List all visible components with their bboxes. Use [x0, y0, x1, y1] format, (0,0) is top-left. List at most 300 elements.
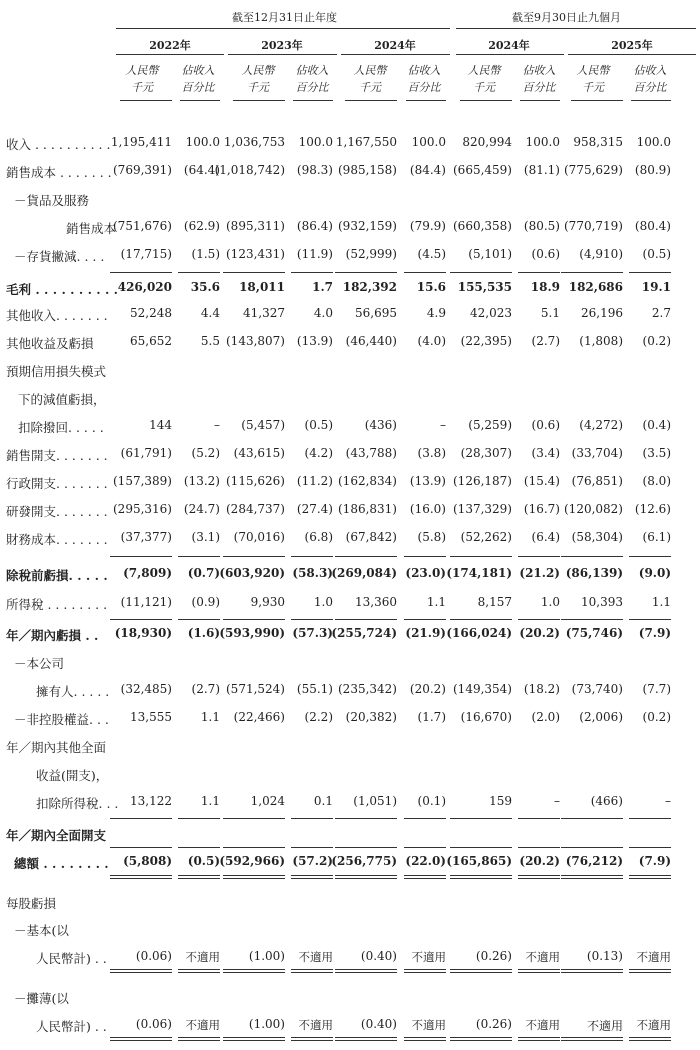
row-value: (165,865) [446, 854, 512, 868]
row-value: 8,157 [477, 595, 512, 609]
row-value: (603,920) [219, 566, 285, 580]
double-rule [178, 1040, 220, 1041]
subtotal-rule [335, 847, 397, 848]
double-rule [291, 875, 333, 876]
row-value: 18,011 [239, 280, 285, 294]
subtotal-rule [178, 272, 220, 273]
double-rule [110, 875, 172, 876]
row-value: (1,051) [353, 794, 397, 808]
row-value: (4.2) [304, 446, 333, 460]
row-value: (11,121) [120, 595, 172, 609]
subtotal-rule [561, 847, 623, 848]
row-label: 毛利 . . . . . . . . . . [6, 282, 119, 297]
row-value: 35.6 [190, 280, 220, 294]
row-value: (2,006) [579, 710, 623, 724]
subtotal-rule [335, 818, 397, 819]
row-label: －攤薄(以 [14, 991, 69, 1006]
row-value: 不適用 [636, 950, 671, 964]
row-label: 除稅前虧損. . . . . [6, 568, 108, 583]
row-label: 銷售成本 . . . . . . . [6, 165, 112, 180]
unit-underline [571, 100, 623, 101]
row-value: 9,930 [250, 595, 285, 609]
row-value: (235,342) [338, 682, 397, 696]
subtotal-rule [110, 619, 172, 620]
subtotal-rule [223, 847, 285, 848]
row-value: (7.7) [642, 682, 671, 696]
row-value: (0.40) [360, 1017, 397, 1031]
double-rule [404, 875, 446, 876]
row-value: (3.4) [531, 446, 560, 460]
row-value: (37,377) [120, 530, 172, 544]
row-value: – [440, 418, 446, 432]
row-value: 100.0 [298, 135, 333, 149]
double-rule [404, 1040, 446, 1041]
row-value: 144 [149, 418, 172, 432]
subtotal-rule [450, 818, 512, 819]
subtotal-rule [518, 272, 560, 273]
row-value: (80.9) [634, 163, 671, 177]
row-value: (0.5) [642, 247, 671, 261]
subtotal-rule [223, 556, 285, 557]
row-value: (80.5) [523, 219, 560, 233]
double-rule [178, 875, 220, 876]
row-label: 收入 . . . . . . . . . . [6, 137, 111, 152]
row-value: (12.6) [634, 502, 671, 516]
double-rule [291, 878, 333, 879]
row-value: (186,831) [338, 502, 397, 516]
row-value: (28,307) [460, 446, 512, 460]
header-period-full-year: 截至12月31日止年度 [232, 11, 337, 24]
row-value: 不適用 [411, 950, 446, 964]
unit-underline [460, 100, 512, 101]
row-value: 不適用 [525, 950, 560, 964]
row-value: (0.6) [531, 247, 560, 261]
row-value: (1.00) [248, 1017, 285, 1031]
row-label: 扣除撥回. . . . . [18, 420, 104, 435]
row-value: (13.9) [296, 334, 333, 348]
double-rule [178, 972, 220, 973]
row-value: (1,018,742) [214, 163, 285, 177]
unit-percent-label: 佔收入 百分比 [633, 64, 667, 94]
row-value: (62.9) [183, 219, 220, 233]
row-label: －存貨撇減. . . . [14, 249, 105, 264]
double-rule [335, 878, 397, 879]
row-value: 15.6 [416, 280, 446, 294]
double-rule [110, 1040, 172, 1041]
row-value: (32,485) [120, 682, 172, 696]
row-value: 13,122 [130, 794, 172, 808]
row-value: (660,358) [453, 219, 512, 233]
row-value: (0.13) [586, 949, 623, 963]
double-rule [629, 969, 671, 970]
row-value: (57.2) [292, 854, 333, 868]
double-rule [450, 969, 512, 970]
row-value: (52,262) [460, 530, 512, 544]
row-value: (0.2) [642, 710, 671, 724]
row-value: 不適用 [636, 1018, 671, 1032]
row-label: 年／期內虧損 . . [6, 628, 99, 643]
row-value: 65,652 [130, 334, 172, 348]
double-rule [335, 1040, 397, 1041]
row-value: 10,393 [581, 595, 623, 609]
year-header: 2025年 [611, 39, 653, 52]
row-value: 159 [489, 794, 512, 808]
double-rule [291, 969, 333, 970]
subtotal-rule [629, 818, 671, 819]
year-header: 2023年 [261, 39, 303, 52]
row-value: 182,392 [342, 280, 397, 294]
double-rule [291, 1040, 333, 1041]
double-rule [518, 875, 560, 876]
row-value: (18,930) [114, 626, 172, 640]
row-value: 958,315 [573, 135, 623, 149]
row-value: (73,740) [571, 682, 623, 696]
double-rule [110, 972, 172, 973]
subtotal-rule [291, 847, 333, 848]
row-value: (67,842) [345, 530, 397, 544]
row-value: (137,329) [453, 502, 512, 516]
row-value: (166,024) [446, 626, 512, 640]
row-value: (1.7) [417, 710, 446, 724]
row-value: 4.4 [200, 306, 220, 320]
row-value: (2.7) [191, 682, 220, 696]
row-value: (46,440) [345, 334, 397, 348]
row-value: – [214, 418, 220, 432]
year-header: 2024年 [374, 39, 416, 52]
row-value: (18.2) [523, 682, 560, 696]
row-value: (6.8) [304, 530, 333, 544]
double-rule [561, 972, 623, 973]
year-underline [116, 54, 224, 55]
unit-amount-label: 人民幣 千元 [241, 64, 275, 94]
row-label: 人民幣計) . . [36, 951, 107, 966]
row-label: 下的減值虧損， [18, 392, 106, 407]
subtotal-rule [223, 818, 285, 819]
double-rule [518, 1037, 560, 1038]
row-value: (3.5) [642, 446, 671, 460]
row-label: 擁有人. . . . . [36, 684, 110, 699]
row-value: (16.7) [523, 502, 560, 516]
subtotal-rule [178, 818, 220, 819]
row-value: 42,023 [470, 306, 512, 320]
unit-percent-label: 佔收入 百分比 [181, 64, 215, 94]
row-value: 5.1 [540, 306, 560, 320]
row-value: (22,395) [460, 334, 512, 348]
row-label: 銷售成本 [66, 221, 117, 236]
row-value: (7.9) [638, 854, 671, 868]
row-value: (769,391) [113, 163, 172, 177]
row-value: (0.5) [304, 418, 333, 432]
row-value: (295,316) [113, 502, 172, 516]
double-rule [450, 878, 512, 879]
double-rule [561, 875, 623, 876]
row-value: (8.0) [642, 474, 671, 488]
unit-amount-label: 人民幣 千元 [353, 64, 387, 94]
subtotal-rule [178, 556, 220, 557]
row-value: 1.0 [313, 595, 333, 609]
row-value: 不適用 [185, 1018, 220, 1032]
double-rule [518, 969, 560, 970]
row-value: (895,311) [226, 219, 285, 233]
row-value: (0.9) [191, 595, 220, 609]
row-value: (43,615) [233, 446, 285, 460]
row-label: 總額 . . . . . . . . [14, 856, 109, 871]
subtotal-rule [404, 619, 446, 620]
row-label: 預期信用損失模式 [6, 364, 107, 379]
row-value: 13,555 [130, 710, 172, 724]
row-value: (17,715) [120, 247, 172, 261]
row-value: (143,807) [226, 334, 285, 348]
year-underline [341, 54, 450, 55]
row-value: (985,158) [338, 163, 397, 177]
double-rule [629, 1040, 671, 1041]
row-value: (571,524) [226, 682, 285, 696]
unit-amount-label: 人民幣 千元 [467, 64, 501, 94]
double-rule [223, 969, 285, 970]
year-underline [228, 54, 337, 55]
row-value: (64.4) [183, 163, 220, 177]
subtotal-rule [291, 619, 333, 620]
double-rule [223, 972, 285, 973]
unit-underline [520, 100, 560, 101]
subtotal-rule [110, 847, 172, 848]
subtotal-rule [518, 556, 560, 557]
row-value: (4.0) [417, 334, 446, 348]
row-value: (23.0) [405, 566, 446, 580]
subtotal-rule [450, 272, 512, 273]
row-value: 100.0 [525, 135, 560, 149]
subtotal-rule [561, 272, 623, 273]
row-value: (149,354) [453, 682, 512, 696]
header-period-nine-months: 截至9月30日止九個月 [512, 11, 621, 24]
row-value: (20.2) [519, 626, 560, 640]
subtotal-rule [629, 272, 671, 273]
row-value: (24.7) [183, 502, 220, 516]
row-value: (22,466) [233, 710, 285, 724]
double-rule [518, 1040, 560, 1041]
double-rule [223, 1037, 285, 1038]
row-value: (13.2) [183, 474, 220, 488]
subtotal-rule [110, 818, 172, 819]
double-rule [518, 878, 560, 879]
row-value: (0.26) [475, 949, 512, 963]
row-value: 1.1 [426, 595, 446, 609]
row-value: 100.0 [411, 135, 446, 149]
row-value: (22.0) [405, 854, 446, 868]
row-value: (4,272) [579, 418, 623, 432]
unit-underline [120, 100, 172, 101]
row-value: (33,704) [571, 446, 623, 460]
row-value: (5,101) [468, 247, 512, 261]
row-value: (16.0) [409, 502, 446, 516]
row-value: (81.1) [523, 163, 560, 177]
row-value: (1.00) [248, 949, 285, 963]
subtotal-rule [291, 556, 333, 557]
row-value: (162,834) [338, 474, 397, 488]
double-rule [629, 1037, 671, 1038]
row-value: (86.4) [296, 219, 333, 233]
row-value: (20,382) [345, 710, 397, 724]
row-value: (0.40) [360, 949, 397, 963]
row-value: (80.4) [634, 219, 671, 233]
row-value: (284,737) [226, 502, 285, 516]
year-underline [568, 54, 696, 55]
subtotal-rule [178, 847, 220, 848]
row-value: (269,084) [331, 566, 397, 580]
row-value: (0.06) [135, 1017, 172, 1031]
row-label: 所得稅 . . . . . . . . [6, 597, 108, 612]
row-value: (11.9) [296, 247, 333, 261]
double-rule [291, 972, 333, 973]
subtotal-rule [110, 272, 172, 273]
subtotal-rule [518, 847, 560, 848]
double-rule [561, 878, 623, 879]
row-value: (3.8) [417, 446, 446, 460]
row-value: 5.5 [200, 334, 220, 348]
double-rule [450, 1040, 512, 1041]
unit-underline [345, 100, 397, 101]
row-value: (126,187) [453, 474, 512, 488]
row-value: 19.1 [641, 280, 671, 294]
subtotal-rule [561, 556, 623, 557]
year-header: 2024年 [488, 39, 530, 52]
row-value: 不適用 [411, 1018, 446, 1032]
row-label: 每股虧損 [6, 896, 57, 911]
row-label: 研發開支. . . . . . . [6, 504, 108, 519]
subtotal-rule [335, 272, 397, 273]
row-value: 426,020 [117, 280, 172, 294]
row-value: 1.1 [651, 595, 671, 609]
row-value: (592,966) [219, 854, 285, 868]
double-rule [561, 1037, 623, 1038]
row-value: 1,195,411 [110, 135, 172, 149]
double-rule [404, 969, 446, 970]
double-rule [629, 972, 671, 973]
subtotal-rule [335, 556, 397, 557]
row-value: 100.0 [636, 135, 671, 149]
row-value: (0.5) [187, 854, 220, 868]
subtotal-rule [561, 818, 623, 819]
row-value: 1.7 [312, 280, 333, 294]
row-label: 收益(開支)， [36, 768, 109, 783]
row-label: 財務成本. . . . . . . [6, 532, 108, 547]
row-value: (9.0) [638, 566, 671, 580]
row-value: 1.0 [540, 595, 560, 609]
subtotal-rule [561, 619, 623, 620]
row-value: (0.7) [187, 566, 220, 580]
year-header: 2022年 [149, 39, 191, 52]
row-value: (5.8) [417, 530, 446, 544]
row-value: (21.9) [405, 626, 446, 640]
row-value: 4.0 [313, 306, 333, 320]
double-rule [561, 1040, 623, 1041]
row-value: 2.7 [651, 306, 671, 320]
unit-underline [233, 100, 285, 101]
row-label: 年／期內其他全面 [6, 740, 107, 755]
row-value: 不適用 [586, 1019, 623, 1033]
double-rule [335, 969, 397, 970]
row-value: (0.26) [475, 1017, 512, 1031]
row-value: (75,746) [565, 626, 623, 640]
row-value: (5,259) [468, 418, 512, 432]
row-label: 行政開支. . . . . . . [6, 476, 108, 491]
row-value: (6.4) [531, 530, 560, 544]
row-value: (7.9) [638, 626, 671, 640]
row-value: 182,686 [568, 280, 623, 294]
row-value: (6.1) [642, 530, 671, 544]
row-value: (255,724) [331, 626, 397, 640]
row-label: 人民幣計) . . [36, 1019, 107, 1034]
unit-underline [631, 100, 671, 101]
row-label: －基本(以 [14, 923, 69, 938]
row-value: 820,994 [462, 135, 512, 149]
row-value: 1,167,550 [335, 135, 397, 149]
row-value: (593,990) [219, 626, 285, 640]
row-value: (436) [364, 418, 397, 432]
row-label: －貨品及服務 [14, 193, 90, 208]
row-value: (665,459) [453, 163, 512, 177]
row-value: (70,016) [233, 530, 285, 544]
row-value: (21.2) [519, 566, 560, 580]
subtotal-rule [223, 619, 285, 620]
unit-amount-label: 人民幣 千元 [576, 64, 610, 94]
row-value: 不適用 [185, 950, 220, 964]
row-value: (52,999) [345, 247, 397, 261]
row-value: (84.4) [409, 163, 446, 177]
row-value: (120,082) [564, 502, 623, 516]
row-value: – [665, 794, 671, 808]
row-value: 不適用 [298, 950, 333, 964]
row-value: (55.1) [296, 682, 333, 696]
row-value: (4,910) [579, 247, 623, 261]
row-value: (61,791) [120, 446, 172, 460]
double-rule [450, 972, 512, 973]
row-label: 扣除所得稅. . . [36, 796, 119, 811]
subtotal-rule [629, 619, 671, 620]
row-value: (16,670) [460, 710, 512, 724]
row-value: 不適用 [298, 1018, 333, 1032]
double-rule [629, 875, 671, 876]
row-value: (2.0) [531, 710, 560, 724]
subtotal-rule [110, 556, 172, 557]
double-rule [335, 972, 397, 973]
double-rule [291, 1037, 333, 1038]
row-value: 4.9 [426, 306, 446, 320]
double-rule [178, 878, 220, 879]
row-value: (58,304) [571, 530, 623, 544]
row-label: －本公司 [14, 656, 65, 671]
row-value: 18.9 [530, 280, 560, 294]
subtotal-rule [450, 556, 512, 557]
row-value: (58.3) [292, 566, 333, 580]
subtotal-rule [291, 272, 333, 273]
double-rule [404, 878, 446, 879]
row-label: －非控股權益. . . [14, 712, 109, 727]
row-value: (2.2) [304, 710, 333, 724]
row-value: (751,676) [113, 219, 172, 233]
row-value: (15.4) [523, 474, 560, 488]
double-rule [404, 1037, 446, 1038]
row-value: (76,851) [571, 474, 623, 488]
row-value: (115,626) [226, 474, 285, 488]
row-label: 年／期內全面開支 [6, 828, 107, 843]
row-value: (7,809) [123, 566, 172, 580]
row-value: (13.9) [409, 474, 446, 488]
row-value: (4.5) [417, 247, 446, 261]
unit-underline [293, 100, 333, 101]
row-value: (1.5) [191, 247, 220, 261]
unit-underline [406, 100, 446, 101]
